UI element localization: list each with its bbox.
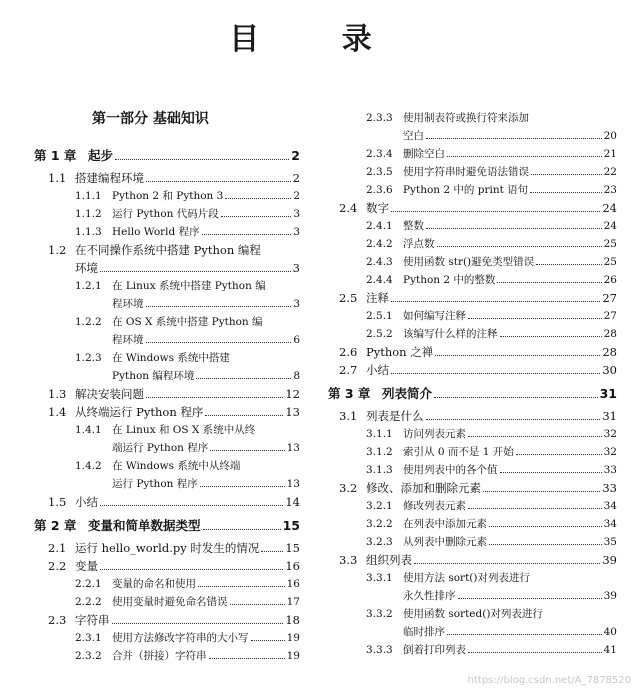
- leader-dots: [483, 491, 600, 492]
- toc-entry-title: 变量: [75, 559, 98, 573]
- toc-entry-number: 2.2.1: [75, 578, 102, 590]
- toc-entry-page: 17: [286, 596, 300, 608]
- toc-entry-number: 2.3.3: [366, 112, 393, 124]
- toc-entry-page: 35: [603, 536, 617, 548]
- leader-dots: [468, 318, 602, 319]
- toc-entry-title: 在 OS X 系统中搭建 Python 编: [112, 316, 263, 328]
- toc-entry-number: 第 3 章: [328, 386, 371, 401]
- toc-entry-number: 2.3.4: [366, 148, 393, 160]
- toc-entry-title: 整数: [403, 220, 424, 232]
- toc-entry-title: 字符串: [75, 613, 110, 627]
- toc-entry-page: 40: [603, 626, 617, 638]
- toc-entry-title: 合并（拼接）字符串: [112, 650, 207, 662]
- toc-entry: [366, 498, 617, 513]
- toc-entry-number: 1.3: [48, 387, 67, 401]
- toc-entry-title: 使用字符串时避免语法错误: [403, 166, 529, 178]
- toc-entry: [366, 164, 617, 179]
- toc-entry-page: 16: [285, 559, 300, 573]
- toc-entry-number: 1.1.1: [75, 190, 102, 202]
- toc-entry: [339, 290, 617, 306]
- toc-entry: [366, 110, 529, 125]
- toc-entry-number: 3.3.3: [366, 644, 393, 656]
- toc-entry-continuation: [75, 260, 300, 276]
- leader-dots: [414, 563, 600, 564]
- leader-dots: [516, 454, 602, 455]
- toc-entry: [48, 558, 300, 574]
- toc-entry: [75, 648, 300, 663]
- toc-entry-number: 3.1.1: [366, 428, 393, 440]
- toc-entry-page: 2: [291, 148, 300, 163]
- toc-entry-page: 12: [285, 387, 300, 401]
- leader-dots: [225, 198, 291, 199]
- toc-entry-continuation: [403, 588, 617, 603]
- leader-dots: [146, 181, 291, 182]
- toc-entry-page: 31: [599, 386, 617, 401]
- toc-entry-title: 修改列表元素: [403, 500, 466, 512]
- toc-entry-number: 3.2: [339, 481, 358, 495]
- toc-entry-page: 28: [603, 328, 617, 340]
- toc-entry-number: 3.2.1: [366, 500, 393, 512]
- toc-entry-title: 在 Linux 和 OS X 系统中从终: [112, 424, 256, 436]
- leader-dots: [210, 450, 284, 451]
- toc-entry-number: 2.2: [48, 559, 67, 573]
- toc-entry: [366, 606, 543, 621]
- toc-entry-page: 33: [602, 481, 617, 495]
- toc-entry-page: 13: [286, 478, 300, 490]
- toc-entry-page: 3: [293, 226, 300, 238]
- toc-entry-page: 27: [602, 291, 617, 305]
- toc-entry-page: 32: [603, 428, 617, 440]
- toc-entry-title: 小结: [366, 363, 389, 377]
- toc-entry-title: 索引从 0 而不是 1 开始: [403, 446, 514, 458]
- toc-entry: [75, 422, 255, 437]
- toc-entry-number: 2.3.2: [75, 650, 102, 662]
- toc-entry-number: 3.3.1: [366, 572, 393, 584]
- leader-dots: [100, 569, 283, 570]
- leader-dots: [146, 306, 292, 307]
- toc-entry-page: 26: [603, 274, 617, 286]
- leader-dots: [468, 436, 602, 437]
- toc-entry-title: 注释: [366, 291, 389, 305]
- toc-entry-number: 1.4.2: [75, 460, 102, 472]
- toc-entry: [366, 218, 617, 233]
- watermark: https://blog.csdn.net/A_7878520: [467, 675, 631, 686]
- toc-entry-title: 解决安装问题: [75, 387, 144, 401]
- toc-entry: [339, 408, 617, 424]
- page-title: 目 录: [229, 22, 408, 57]
- toc-entry-number: 2.4: [339, 201, 358, 215]
- leader-dots: [146, 342, 292, 343]
- toc-entry-page: 13: [286, 442, 300, 454]
- toc-entry-title: 起步: [88, 148, 114, 163]
- leader-dots: [530, 192, 601, 193]
- toc-entry-number: 3.1.2: [366, 446, 393, 458]
- toc-entry: [366, 326, 617, 341]
- toc-entry-title-cont: 运行 Python 程序: [112, 478, 198, 490]
- toc-entry: [366, 444, 617, 459]
- toc-entry-number: 2.5: [339, 291, 358, 305]
- toc-entry-page: 16: [286, 578, 300, 590]
- toc-entry-title: 该编写什么样的注释: [403, 328, 498, 340]
- toc-entry: [366, 272, 617, 287]
- toc-entry-number: 2.7: [339, 363, 358, 377]
- toc-entry-title: 使用函数 sorted()对列表进行: [403, 608, 543, 620]
- toc-entry-page: 18: [285, 613, 300, 627]
- toc-chapter: [328, 384, 617, 402]
- toc-entry: [366, 570, 530, 585]
- toc-entry-page: 31: [602, 409, 617, 423]
- toc-entry-title: 使用函数 str()避免类型错误: [403, 256, 535, 268]
- toc-entry: [366, 516, 617, 531]
- toc-entry-page: 21: [603, 148, 617, 160]
- leader-dots: [426, 419, 601, 420]
- toc-entry: [366, 426, 617, 441]
- toc-entry: [48, 386, 300, 402]
- leader-dots: [391, 373, 600, 374]
- toc-entry-number: 2.3.5: [366, 166, 393, 178]
- leader-dots: [468, 508, 602, 509]
- toc-entry-number: 3.2.2: [366, 518, 393, 530]
- leader-dots: [209, 658, 285, 659]
- toc-entry-page: 32: [603, 446, 617, 458]
- toc-entry-number: 1.2: [48, 243, 67, 257]
- toc-entry-number: 2.3.1: [75, 632, 102, 644]
- toc-entry-title: 使用变量时避免命名错误: [112, 596, 228, 608]
- leader-dots: [221, 216, 292, 217]
- toc-entry: [366, 146, 617, 161]
- toc-entry-number: 2.5.2: [366, 328, 393, 340]
- toc-entry: [366, 642, 617, 657]
- toc-entry-page: 34: [603, 500, 617, 512]
- toc-entry-number: 2.4.3: [366, 256, 393, 268]
- leader-dots: [500, 336, 602, 337]
- toc-entry-page: 19: [286, 650, 300, 662]
- toc-entry-page: 30: [602, 363, 617, 377]
- leader-dots: [458, 598, 602, 599]
- toc-entry-number: 3.1: [339, 409, 358, 423]
- toc-entry-number: 1.2.2: [75, 316, 102, 328]
- leader-dots: [489, 526, 602, 527]
- toc-entry-number: 2.4.2: [366, 238, 393, 250]
- toc-entry: [75, 458, 240, 473]
- leader-dots: [500, 472, 602, 473]
- toc-entry-continuation: [112, 368, 300, 383]
- toc-entry: [339, 344, 617, 360]
- toc-chapter: [34, 516, 300, 534]
- leader-dots: [205, 415, 283, 416]
- toc-entry-title-cont: 临时排序: [403, 626, 445, 638]
- toc-entry-title: 在 Windows 系统中从终端: [112, 460, 241, 472]
- toc-entry-number: 1.2.1: [75, 280, 102, 292]
- toc-entry: [339, 362, 617, 378]
- toc-entry: [366, 308, 617, 323]
- toc-entry-title: 组织列表: [366, 553, 412, 567]
- toc-entry-title: 使用列表中的各个值: [403, 464, 498, 476]
- toc-entry-page: 3: [293, 208, 300, 220]
- toc-entry-page: 25: [603, 256, 617, 268]
- toc-entry-title: 搭建编程环境: [75, 171, 144, 185]
- toc-entry: [48, 494, 300, 510]
- leader-dots: [426, 228, 602, 229]
- toc-entry: [75, 350, 230, 365]
- toc-entry-number: 3.2.3: [366, 536, 393, 548]
- toc-entry-title: 变量和简单数据类型: [88, 518, 201, 533]
- toc-entry-title: 在 Windows 系统中搭建: [112, 352, 230, 364]
- toc-entry-title-cont: 端运行 Python 程序: [112, 442, 209, 454]
- toc-entry: [75, 576, 300, 591]
- toc-entry-number: 3.3: [339, 553, 358, 567]
- toc-entry-continuation: [403, 624, 617, 639]
- toc-entry-number: 1.5: [48, 495, 67, 509]
- toc-entry: [366, 182, 617, 197]
- toc-entry-number: 2.2.2: [75, 596, 102, 608]
- toc-entry: [48, 242, 261, 258]
- toc-entry: [339, 200, 617, 216]
- toc-entry: [339, 552, 617, 568]
- toc-entry-title-cont: 程环境: [112, 334, 144, 346]
- toc-entry-number: 1.1.3: [75, 226, 102, 238]
- leader-dots: [230, 604, 285, 605]
- leader-dots: [468, 652, 602, 653]
- toc-entry: [339, 480, 617, 496]
- toc-entry-page: 41: [603, 644, 617, 656]
- toc-entry-continuation: [112, 332, 300, 347]
- toc-entry-number: 1.2.3: [75, 352, 102, 364]
- toc-entry-number: 2.4.4: [366, 274, 393, 286]
- toc-entry-number: 2.3.6: [366, 184, 393, 196]
- toc-entry-title: 数字: [366, 201, 389, 215]
- toc-entry: [75, 188, 300, 203]
- toc-entry-number: 2.4.1: [366, 220, 393, 232]
- toc-entry-number: 2.6: [339, 345, 358, 359]
- leader-dots: [112, 623, 284, 624]
- toc-entry-title: 运行 hello_world.py 时发生的情况: [75, 541, 260, 555]
- toc-entry: [75, 594, 300, 609]
- toc-entry-continuation: [112, 296, 300, 311]
- leader-dots: [115, 159, 289, 160]
- toc-entry-page: 24: [603, 220, 617, 232]
- toc-entry-title: Python 2 和 Python 3: [112, 190, 224, 202]
- toc-entry-title: 运行 Python 代码片段: [112, 208, 219, 220]
- toc-entry-page: 23: [603, 184, 617, 196]
- leader-dots: [447, 634, 602, 635]
- toc-entry-page: 39: [602, 553, 617, 567]
- toc-entry: [48, 404, 300, 420]
- toc-entry: [75, 278, 266, 293]
- toc-entry-number: 第 2 章: [34, 518, 77, 533]
- toc-entry-page: 22: [603, 166, 617, 178]
- leader-dots: [437, 246, 602, 247]
- toc-entry-title: Python 2 中的整数: [403, 274, 496, 286]
- leader-dots: [100, 271, 291, 272]
- toc-entry-title: 列表简介: [382, 386, 433, 401]
- leader-dots: [200, 486, 285, 487]
- part-heading: 第一部分 基础知识: [92, 111, 209, 127]
- toc-entry-title: 使用制表符或换行符来添加: [403, 112, 529, 124]
- toc-entry-title: 倒着打印列表: [403, 644, 466, 656]
- toc-entry-page: 2: [293, 190, 300, 202]
- toc-entry: [366, 462, 617, 477]
- toc-entry-title: 小结: [75, 495, 98, 509]
- toc-entry-page: 20: [603, 130, 617, 142]
- toc-entry-title: 变量的命名和使用: [112, 578, 196, 590]
- toc-entry: [366, 534, 617, 549]
- toc-entry: [48, 170, 300, 186]
- toc-entry-continuation: [112, 440, 300, 455]
- toc-entry-number: 2.3: [48, 613, 67, 627]
- toc-entry: [48, 540, 300, 556]
- toc-entry-title-cont: 环境: [75, 261, 98, 275]
- toc-entry-page: 14: [285, 495, 300, 509]
- toc-entry-page: 28: [602, 345, 617, 359]
- toc-entry-number: 1.1.2: [75, 208, 102, 220]
- toc-entry-page: 15: [285, 541, 300, 555]
- toc-entry-title: 在列表中添加元素: [403, 518, 487, 530]
- leader-dots: [435, 355, 600, 356]
- toc-entry-page: 6: [293, 334, 300, 346]
- toc-entry: [75, 224, 300, 239]
- leader-dots: [531, 174, 602, 175]
- toc-entry-title-cont: 程环境: [112, 298, 144, 310]
- leader-dots: [426, 138, 602, 139]
- toc-entry-title: 访问列表元素: [403, 428, 466, 440]
- leader-dots: [497, 282, 601, 283]
- toc-entry-page: 3: [292, 261, 300, 275]
- toc-entry-number: 3.3.2: [366, 608, 393, 620]
- toc-entry-title: 使用方法修改字符串的大小写: [112, 632, 249, 644]
- toc-entry: [75, 206, 300, 221]
- toc-entry-page: 24: [602, 201, 617, 215]
- toc-entry-page: 33: [603, 464, 617, 476]
- leader-dots: [146, 397, 283, 398]
- toc-entry-page: 3: [293, 298, 300, 310]
- leader-dots: [391, 301, 600, 302]
- toc-entry-number: 1.4.1: [75, 424, 102, 436]
- toc-entry-title: 在 Linux 系统中搭建 Python 编: [112, 280, 266, 292]
- leader-dots: [202, 234, 292, 235]
- toc-entry-title-cont: Python 编程环境: [112, 370, 195, 382]
- toc-entry-title: 从终端运行 Python 程序: [75, 405, 204, 419]
- leader-dots: [536, 264, 601, 265]
- toc-entry-number: 3.1.3: [366, 464, 393, 476]
- toc-entry-title: 在不同操作系统中搭建 Python 编程: [75, 243, 261, 257]
- toc-entry-title: 使用方法 sort()对列表进行: [403, 572, 530, 584]
- toc-entry-number: 1.4: [48, 405, 67, 419]
- toc-entry: [366, 236, 617, 251]
- toc-entry-page: 25: [603, 238, 617, 250]
- toc-entry-title: 从列表中删除元素: [403, 536, 487, 548]
- toc-entry-title: 如何编写注释: [403, 310, 466, 322]
- toc-entry-page: 2: [292, 171, 300, 185]
- toc-entry: [75, 630, 300, 645]
- toc-entry-title: 删除空白: [403, 148, 445, 160]
- toc-entry-title: Python 2 中的 print 语句: [403, 184, 529, 196]
- toc-entry-page: 27: [603, 310, 617, 322]
- leader-dots: [434, 397, 598, 398]
- toc-entry-page: 19: [286, 632, 300, 644]
- toc-entry-page: 8: [293, 370, 300, 382]
- toc-entry: [48, 612, 300, 628]
- leader-dots: [196, 378, 291, 379]
- leader-dots: [261, 551, 283, 552]
- leader-dots: [447, 156, 602, 157]
- toc-entry-title: Hello World 程序: [112, 226, 200, 238]
- toc-entry-continuation: [112, 476, 300, 491]
- toc-entry-title: 列表是什么: [366, 409, 424, 423]
- toc-entry-number: 2.1: [48, 541, 67, 555]
- toc-entry-number: 2.5.1: [366, 310, 393, 322]
- toc-entry: [75, 314, 263, 329]
- toc-entry-number: 1.1: [48, 171, 67, 185]
- toc-entry: [366, 254, 617, 269]
- toc-entry-page: 39: [603, 590, 617, 602]
- toc-entry-page: 15: [282, 518, 300, 533]
- leader-dots: [391, 211, 600, 212]
- toc-entry-title-cont: 空白: [403, 130, 424, 142]
- toc-chapter: [34, 146, 300, 164]
- leader-dots: [198, 586, 285, 587]
- toc-entry-title-cont: 永久性排序: [403, 590, 456, 602]
- leader-dots: [100, 505, 283, 506]
- leader-dots: [203, 529, 281, 530]
- toc-entry-number: 第 1 章: [34, 148, 77, 163]
- toc-entry-title: 修改、添加和删除元素: [366, 481, 481, 495]
- toc-entry-continuation: [403, 128, 617, 143]
- leader-dots: [251, 640, 285, 641]
- toc-entry-page: 13: [285, 405, 300, 419]
- toc-entry-page: 34: [603, 518, 617, 530]
- leader-dots: [489, 544, 602, 545]
- toc-entry-title: Python 之禅: [366, 345, 434, 359]
- toc-entry-title: 浮点数: [403, 238, 435, 250]
